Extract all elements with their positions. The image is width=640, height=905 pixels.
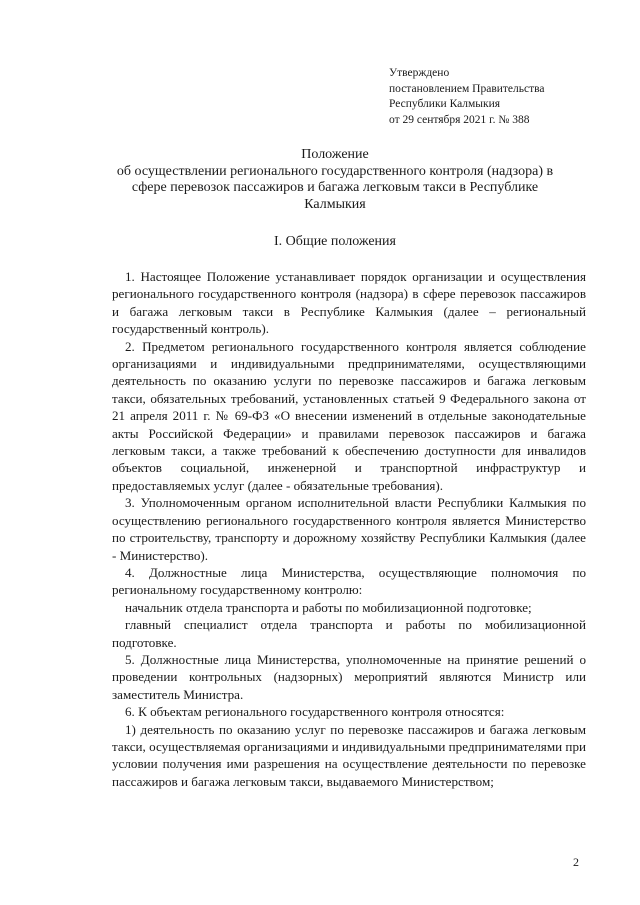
paragraph: 4. Должностные лица Министерства, осуществляющие полномочия по региональному государственному контролю: [112,564,586,598]
approval-line: постановлением Правительства [389,82,545,95]
paragraph: 6. К объектам регионального государственного контроля относятся: [125,704,505,720]
paragraph: 2. Предметом регионального государственного контроля является соблюдение организациями и индивидуальными предпринимателями, осуществляющими деятельность по оказанию услуги по перевозке пассажиров и багажа легковым такси, обязательных требований, установленных статьей 9 Федерального закона от 21 апреля 2011 г. № 69-ФЗ «О внесении изменений в отдельные законодательные акты Российской Федерации» и правилами перевозок пассажиров и багажа легковым такси, а также требований к обеспечению доступности для инвалидов объектов социальной, инженерной и транспортной инфраструктур и предоставляемых услуг (далее - обязательные требования). [112,338,586,493]
approval-line: от 29 сентября 2021 г. № 388 [389,113,530,126]
title-line: об осуществлении регионального государственного контроля (надзора) в [116,163,554,179]
section-heading: I. Общие положения [274,234,396,249]
title-line: Калмыкия [304,196,366,212]
paragraph: 3. Уполномоченным органом исполнительной власти Республики Калмыкия по осуществлению регионального государственного контроля является Министерство по строительству, транспорту и дорожному хозяйству Республики Калмыкия (далее - Министерство). [112,495,586,563]
page-number: 2 [573,855,579,869]
title-line: сфере перевозок пассажиров и багажа легковым такси в Республике [131,180,539,195]
document-title [100,147,570,213]
document-body [112,268,586,790]
approval-line: Республики Калмыкия [389,98,501,110]
paragraph: 1) деятельность по оказанию услуг по перевозке пассажиров и багажа легковым такси, осуществляемая организациями и индивидуальными предпринимателями при условии получения ими разрешения на осуществление деятельности по перевозке пассажиров и багажа легковым такси, выдаваемого Министерством; [112,721,586,789]
paragraph: 1. Настоящее Положение устанавливает порядок организации и осуществления регионального государственного контроля (надзора) в сфере перевозок пассажиров и багажа легковым такси в Республике Калмыкия (далее – региональный государственный контроль). [112,269,586,337]
approval-stamp [389,66,545,128]
paragraph: главный специалист отдела транспорта и работы по мобилизационной подготовке. [112,617,586,650]
title-line: Положение [301,147,369,162]
paragraph: начальник отдела транспорта и работы по мобилизационной подготовке; [125,599,532,615]
approval-line: Утверждено [389,67,450,79]
paragraph: 5. Должностные лица Министерства, уполномоченные на принятие решений о проведении контрольных (надзорных) мероприятий являются Министр или заместитель Министра. [112,651,586,702]
